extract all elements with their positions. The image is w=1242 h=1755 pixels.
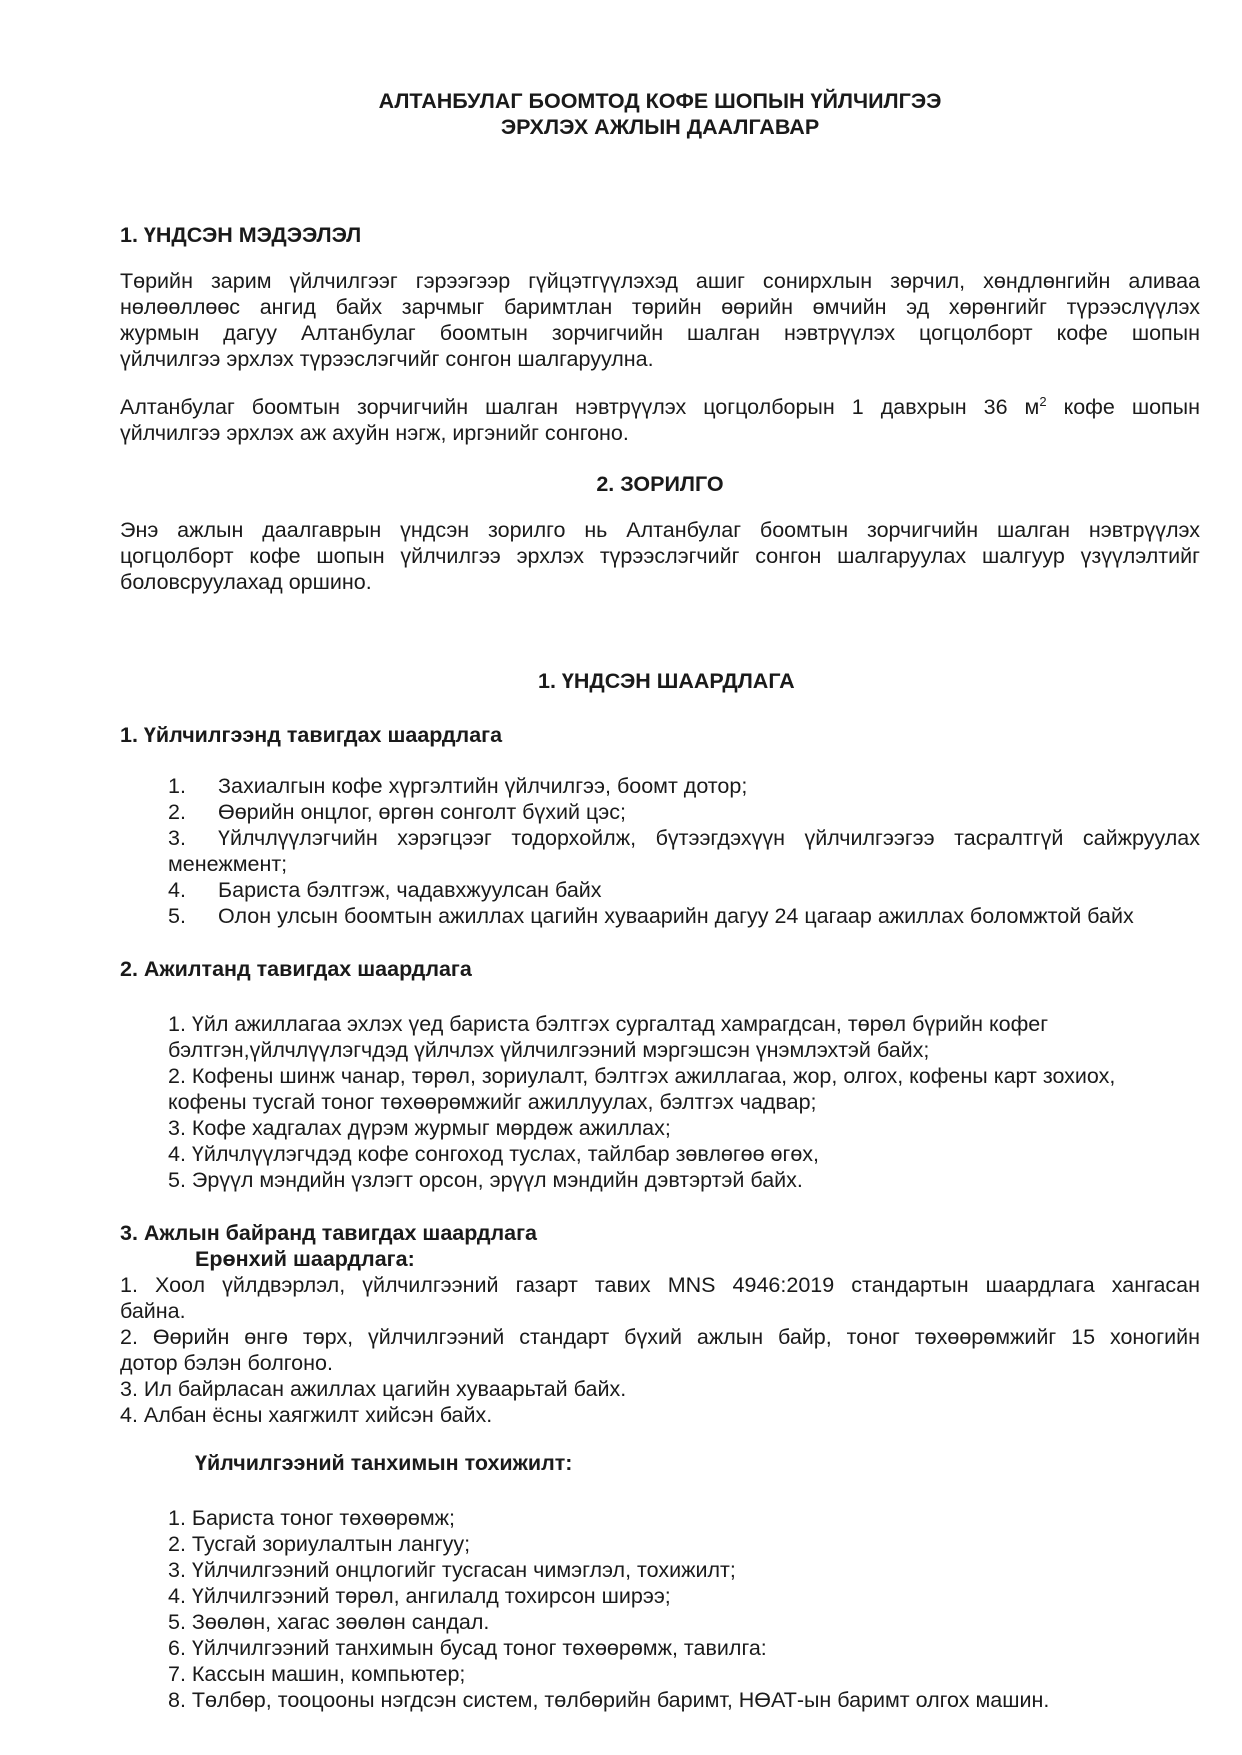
section-basic-info-paragraph-1	[120, 268, 1200, 372]
staff-requirements-list	[168, 1011, 1200, 1193]
text-line: дотор бэлэн болгоно.	[120, 1351, 333, 1375]
section-basic-info-paragraph-2	[120, 394, 1200, 446]
item-text: Өөрийн онцлог, өргөн сонголт бүхий цэс;	[218, 800, 626, 824]
text-line: 4. Албан ёсны хаягжилт хийсэн байх.	[120, 1403, 493, 1427]
list-item: 4. Үйлчилгээний төрөл, ангилалд тохирсон ширээ;	[168, 1584, 671, 1608]
list-item: 8. Төлбөр, тооцооны нэгдсэн систем, төлбөрийн баримт, НӨАТ-ын баримт олгох машин.	[168, 1688, 1050, 1712]
section-basic-info-heading: 1. ҮНДСЭН МЭДЭЭЛЭЛ	[120, 223, 362, 247]
text-line: Энэ ажлын даалгаврын үндсэн зорилго нь Алтанбулаг боомтын зорчигчийн шалган нэвтрүүлэх	[120, 518, 1200, 542]
text-line: үйлчилгээ эрхлэх аж ахуйн нэгж, иргэнийг сонгоно.	[120, 421, 629, 445]
text-line: 2. Кофены шинж чанар, төрөл, зориулалт, бэлтгэх ажиллагаа, жор, олгох, кофены карт зохиох,	[168, 1064, 1116, 1088]
document-title	[0, 88, 1242, 140]
list-item	[168, 825, 1200, 877]
list-item: 5. Зөөлөн, хагас зөөлөн сандал.	[168, 1610, 490, 1634]
title-line-1: АЛТАНБУЛАГ БООМТОД КОФЕ ШОПЫН ҮЙЛЧИЛГЭЭ	[378, 89, 942, 113]
item-number: 1.	[168, 774, 186, 798]
item-text: Бариста бэлтгэж, чадавхжуулсан байх	[218, 878, 602, 902]
superscript: 2	[1039, 393, 1047, 409]
section-requirements-heading: 1. ҮНДСЭН ШААРДЛАГА	[538, 669, 795, 693]
text-line: бэлтгэн,үйлчлүүлэгчдэд үйлчлэх үйлчилгээний мэргэшсэн үнэмлэхтэй байх;	[168, 1038, 930, 1062]
list-item: 2. Тусгай зориулалтын лангуу;	[168, 1532, 471, 1556]
text-fragment: кофе шопын	[1046, 395, 1200, 419]
item-number: 3.	[168, 826, 186, 850]
text-line: журмын дагуу Алтанбулаг боомтын зорчигчийн шалган нэвтрүүлэх цогцолборт кофе шопын	[120, 321, 1200, 345]
service-requirements-heading: 1. Үйлчилгээнд тавигдах шаардлага	[120, 723, 503, 747]
text-line: 1. Хоол үйлдвэрлэл, үйлчилгээний газарт тавих MNS 4946:2019 стандартын шаардлага хангасан	[120, 1273, 1200, 1297]
text-line: цогцолборт кофе шопын үйлчилгээ эрхлэх түрээслэгчийг сонгон шалгаруулах шалгуур үзүүлэлтийг	[120, 544, 1200, 568]
text-line: 5. Эрүүл мэндийн үзлэгт орсон, эрүүл мэндийн дэвтэртэй байх.	[168, 1168, 803, 1192]
list-item: 6. Үйлчилгээний танхимын бусад тоног төхөөрөмж, тавилга:	[168, 1636, 767, 1660]
item-text: Захиалгын кофе хүргэлтийн үйлчилгээ, боомт дотор;	[218, 774, 748, 798]
item-text-continued: менежмент;	[168, 852, 288, 876]
list-item	[168, 877, 1200, 903]
general-requirements-heading: Ерөнхий шаардлага:	[195, 1247, 415, 1271]
text-line: 4. Үйлчлүүлэгчдэд кофе сонгоход туслах, тайлбар зөвлөгөө өгөх,	[168, 1142, 820, 1166]
text-line: кофены тусгай тоног төхөөрөмжийг ажиллуулах, бэлтгэх чадвар;	[168, 1090, 817, 1114]
general-requirements-list	[120, 1272, 1200, 1428]
title-line-2: ЭРХЛЭХ АЖЛЫН ДААЛГАВАР	[500, 115, 820, 139]
text-line	[120, 394, 1200, 420]
text-line: 3. Кофе хадгалах дүрэм журмыг мөрдөж ажиллах;	[168, 1116, 671, 1140]
text-line: 1. Үйл ажиллагаа эхлэх үед бариста бэлтгэх сургалтад хамрагдсан, төрөл бүрийн кофег	[168, 1012, 1049, 1036]
item-text: Үйлчлүүлэгчийн хэрэгцээг тодорхойлж, бүтээгдэхүүн үйлчилгээгээ тасралтгүй сайжруулах	[218, 826, 1200, 850]
list-item: 1. Бариста тоног төхөөрөмж;	[168, 1506, 455, 1530]
item-number: 5.	[168, 904, 186, 928]
item-number: 2.	[168, 800, 186, 824]
list-item	[168, 903, 1200, 929]
text-line: 2. Өөрийн өнгө төрх, үйлчилгээний стандарт бүхий ажлын байр, тоног төхөөрөмжийг 15 хоногийн	[120, 1325, 1200, 1349]
list-item	[168, 773, 1200, 799]
hall-furnishing-heading: Үйлчилгээний танхимын тохижилт:	[195, 1451, 573, 1475]
list-item: 7. Кассын машин, компьютер;	[168, 1662, 466, 1686]
text-line: Төрийн зарим үйлчилгээг гэрээгээр гүйцэтгүүлэхэд ашиг сонирхлын зөрчил, хөндлөнгийн аливаа	[120, 269, 1200, 293]
item-text: Олон улсын боомтын ажиллах цагийн хуваарийн дагуу 24 цагаар ажиллах боломжтой байх	[218, 904, 1134, 928]
workplace-requirements-heading: 3. Ажлын байранд тавигдах шаардлага	[120, 1221, 538, 1245]
list-item	[168, 799, 1200, 825]
section-goal-heading: 2. ЗОРИЛГО	[596, 472, 724, 496]
text-line	[168, 825, 1200, 851]
text-line: боловсруулахад оршино.	[120, 570, 372, 594]
text-line: байна.	[120, 1299, 186, 1323]
service-requirements-list	[168, 773, 1200, 929]
section-goal-paragraph	[120, 517, 1200, 595]
text-line: нөлөөллөөс ангид байх зарчмыг баримтлан төрийн өөрийн өмчийн эд хөрөнгийг түрээслүүлэх	[120, 295, 1200, 319]
list-item: 3. Үйлчилгээний онцлогийг тусгасан чимэглэл, тохижилт;	[168, 1558, 736, 1582]
staff-requirements-heading: 2. Ажилтанд тавигдах шаардлага	[120, 957, 472, 981]
hall-furnishing-list	[168, 1505, 1200, 1713]
text-line: 3. Ил байрласан ажиллах цагийн хуваарьтай байх.	[120, 1377, 627, 1401]
text-line: үйлчилгээ эрхлэх түрээслэгчийг сонгон шалгаруулна.	[120, 347, 654, 371]
text-fragment: Алтанбулаг боомтын зорчигчийн шалган нэвтрүүлэх цогцолборын 1 давхрын 36 м	[120, 395, 1040, 419]
item-number: 4.	[168, 878, 186, 902]
